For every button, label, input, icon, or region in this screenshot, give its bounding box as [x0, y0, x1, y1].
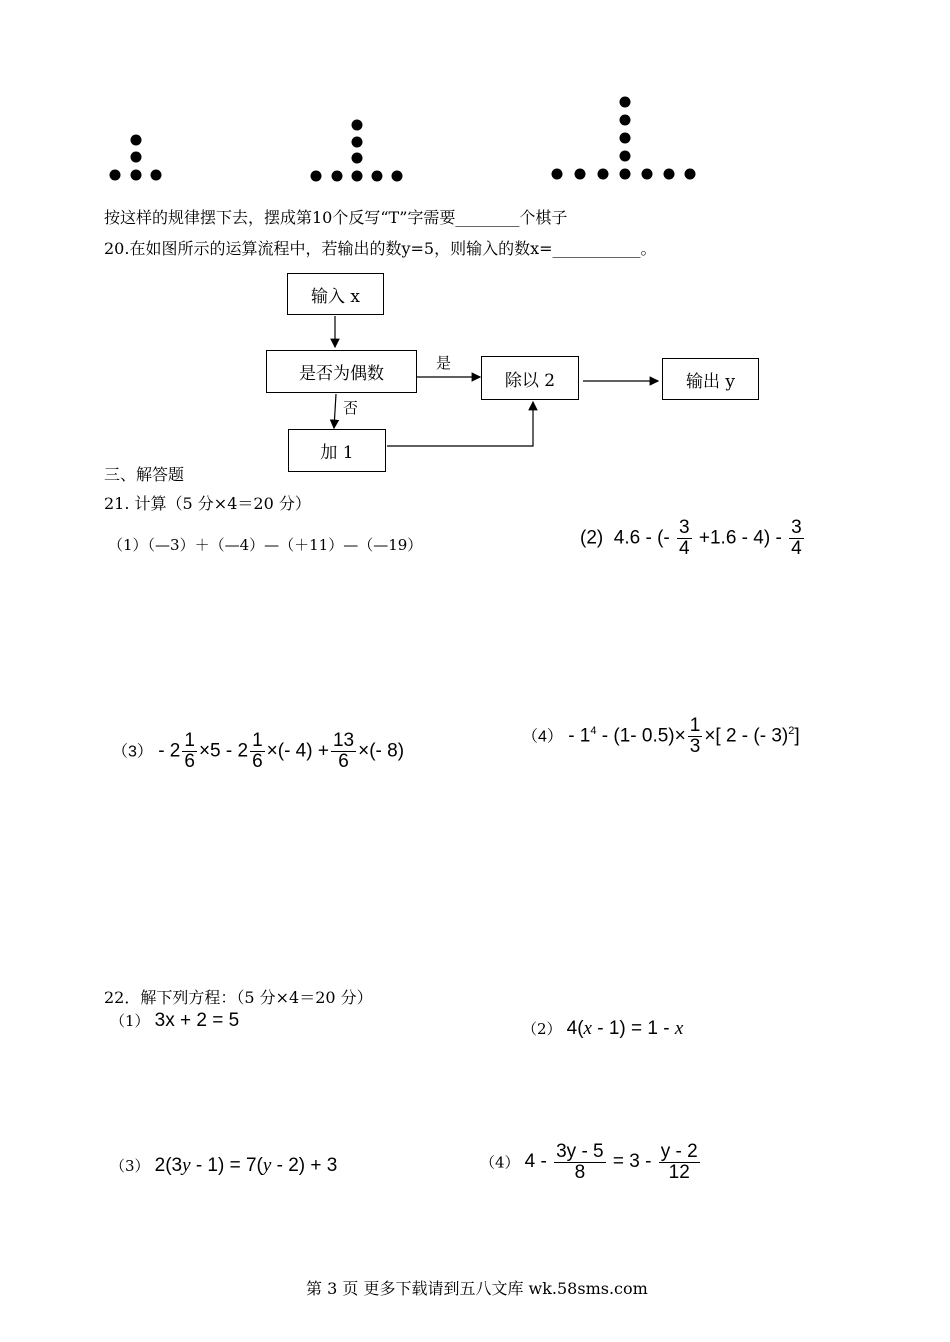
- variable: x: [674, 1018, 684, 1039]
- expr: - 1: [568, 725, 591, 747]
- numerator: 3: [679, 517, 690, 538]
- fraction: [182, 731, 197, 772]
- denominator: 4: [791, 537, 802, 559]
- flow-output-box: 输出 y: [662, 358, 759, 400]
- label: （3）: [110, 1157, 150, 1175]
- flow-check-box: 是否为偶数: [266, 350, 417, 393]
- expr: ×[ 2 - (- 3): [704, 725, 789, 747]
- flowchart-arrows: [0, 0, 950, 480]
- expr: ]: [794, 725, 800, 747]
- fraction: [250, 731, 265, 772]
- expr: - (1- 0.5)×: [601, 725, 686, 747]
- fraction: [331, 731, 356, 772]
- flow-divide-box: 除以 2: [481, 356, 579, 400]
- section-3-title: 三、解答题: [104, 465, 185, 484]
- variable: x: [583, 1018, 592, 1039]
- fraction: [554, 1142, 606, 1183]
- denominator: 3: [689, 735, 701, 757]
- fraction: [659, 1142, 700, 1183]
- page-footer: 第 3 页 更多下载请到五八文库 wk.58sms.com: [306, 1279, 648, 1298]
- question-21-title: 21. 计算（5 分×4＝20 分）: [104, 494, 311, 513]
- q22-eq-4: [480, 1142, 702, 1183]
- fraction: [688, 716, 703, 757]
- fraction: [677, 518, 692, 559]
- numerator: 13: [332, 730, 355, 751]
- equation: [567, 1018, 684, 1039]
- question-20: 20.在如图所示的运算流程中，若输出的数y=5，则输入的数x=___________。: [104, 239, 657, 258]
- q21-part-1: （1）（—3）＋（—4）—（＋11）—（—19）: [108, 536, 423, 554]
- flow-no-label: 否: [343, 399, 359, 417]
- expr: - 2) + 3: [271, 1155, 338, 1176]
- denominator: 12: [668, 1161, 690, 1183]
- numerator: 1: [184, 730, 195, 751]
- flow-add-box: 加 1: [288, 429, 386, 472]
- expr: +1.6 - 4) -: [698, 527, 782, 549]
- label: （2）: [522, 1020, 562, 1038]
- expr: - 1) = 1 -: [591, 1018, 675, 1039]
- flow-yes-label: 是: [436, 354, 452, 372]
- arrow-add-divide: [387, 402, 533, 446]
- expr: 4 -: [524, 1151, 547, 1173]
- label: （4）: [522, 728, 563, 746]
- expr: - 1) = 7(: [190, 1155, 263, 1176]
- fraction: [789, 518, 804, 559]
- numerator: y - 2: [660, 1141, 698, 1162]
- q22-eq-3: [110, 1155, 337, 1177]
- denominator: 6: [338, 750, 349, 772]
- expr: = 3 -: [612, 1151, 652, 1173]
- arrow-no: [334, 394, 336, 428]
- numerator: 1: [689, 715, 701, 736]
- equation: 3x + 2 = 5: [154, 1010, 240, 1031]
- denominator: 6: [252, 750, 263, 772]
- q22-eq-2: [522, 1018, 683, 1040]
- q21-part-3: [112, 731, 404, 772]
- equation: [155, 1155, 338, 1176]
- flow-input-box: 输入 x: [287, 273, 384, 315]
- q21-part-4: [522, 716, 800, 757]
- denominator: 6: [184, 750, 195, 772]
- expr: ×(- 8): [358, 740, 405, 762]
- equation: [524, 1141, 702, 1183]
- q21-part-2: [580, 518, 806, 559]
- exponent: 2: [788, 725, 795, 738]
- expr: 4(: [566, 1018, 584, 1039]
- expr: ×5 - 2: [198, 740, 249, 762]
- label: (2): [580, 527, 604, 549]
- expr: - 2: [158, 740, 181, 762]
- expr: 2(3: [154, 1155, 183, 1176]
- numerator: 3: [791, 517, 802, 538]
- variable: y: [182, 1155, 191, 1176]
- numerator: 3y - 5: [556, 1141, 604, 1162]
- q22-eq-1: [110, 1010, 239, 1032]
- exponent: 4: [590, 725, 597, 738]
- label: （3）: [112, 743, 153, 761]
- question-22-title: 22．解下列方程：（5 分×4＝20 分）: [104, 988, 373, 1007]
- expr: ×(- 4) +: [266, 740, 329, 762]
- label: （1）: [110, 1012, 150, 1030]
- pattern-question: 按这样的规律摆下去，摆成第10个反写“T”字需要________个棋子: [104, 208, 568, 227]
- denominator: 4: [679, 537, 690, 559]
- numerator: 1: [252, 730, 263, 751]
- expr: 4.6 - (-: [613, 527, 670, 549]
- variable: y: [262, 1155, 272, 1176]
- denominator: 8: [574, 1161, 586, 1183]
- label: （4）: [480, 1153, 520, 1172]
